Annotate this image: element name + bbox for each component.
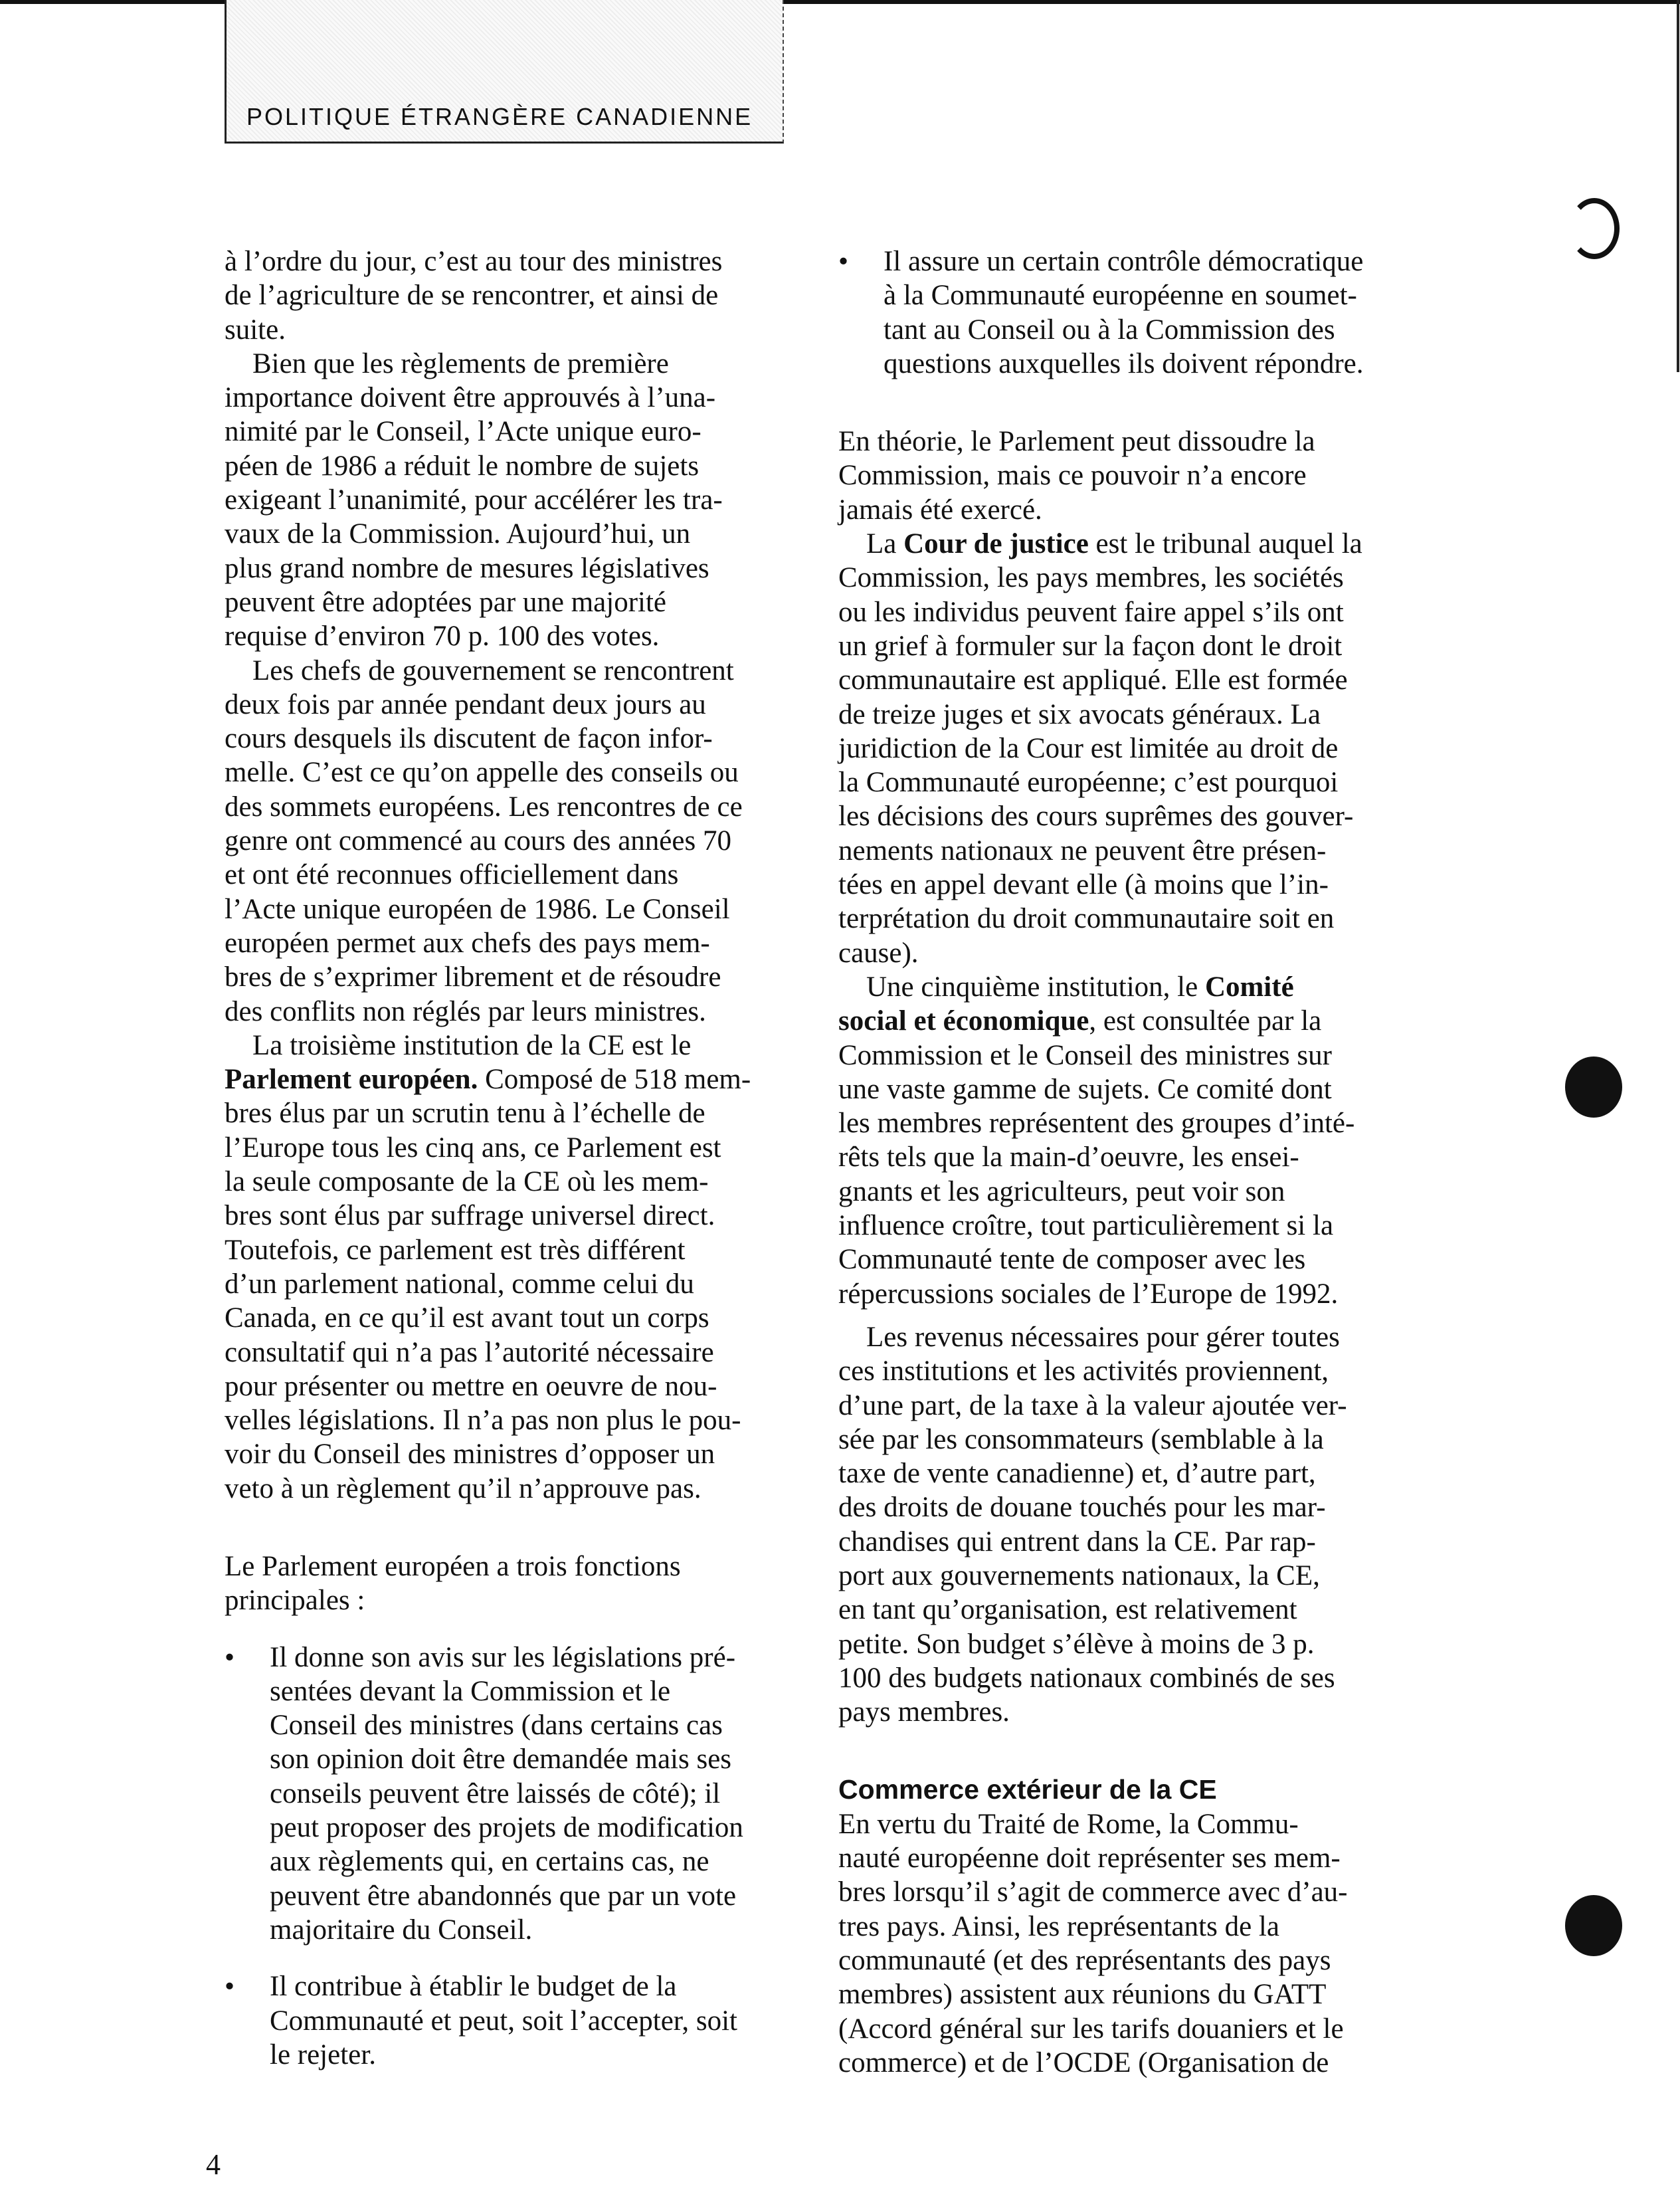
text-line: les décisions des cours suprêmes des gouver- [838,801,1354,833]
bullet-glyph: • [225,1641,235,1673]
text-line: Commission, mais ce pouvoir n’a encore [838,460,1307,492]
text-line: peuvent être adoptées par une majorité [225,586,667,618]
text-line: et ont été reconnues officiellement dans [225,859,679,891]
text-line: d’un parlement national, comme celui du [225,1268,694,1300]
text-line: Communauté tente de composer avec les [838,1244,1306,1276]
text-line: la Communauté européenne; c’est pourquoi [838,767,1339,799]
punch-hole [1565,1895,1622,1956]
bold-term-comite: Comité [1204,971,1294,1003]
text-line: nements nationaux ne peuvent être présen- [838,835,1327,866]
text-line: velles législations. Il n’a pas non plus le pou- [225,1405,741,1437]
text-line [838,1004,1410,1038]
text-line: exigeant l’unanimité, pour accélérer les tra- [225,484,723,516]
running-header-box [225,0,784,144]
text-line: le rejeter. [270,2039,376,2070]
text-line: un grief à formuler sur la façon dont le droit [838,630,1343,662]
punch-hole [1565,1056,1622,1118]
paragraph [838,1807,1410,2080]
text-line: des sommets européens. Les rencontres de ce [225,791,743,823]
running-header-title: POLITIQUE ÉTRANGÈRE CANADIENNE [246,103,753,130]
section-heading: Commerce extérieur de la CE [838,1774,1217,1805]
text-line: ces institutions et les activités proviennent, [838,1356,1329,1387]
text-line: des conflits non réglés par leurs ministres. [225,995,706,1027]
text-line: majoritaire du Conseil. [270,1914,533,1946]
text-line: péen de 1986 a réduit le nombre de sujets [225,450,700,482]
text-line: à la Communauté européenne en soumet- [884,280,1357,312]
text-line: En vertu du Traité de Rome, la Commu- [838,1808,1299,1840]
text-line: taxe de vente canadienne) et, d’autre part, [838,1458,1316,1490]
text-line: membres) assistent aux réunions du GATT [838,1979,1327,2011]
text-line: les membres représentent des groupes d’inté- [838,1108,1355,1140]
text-line: Canada, en ce qu’il est avant tout un corps [225,1302,709,1334]
text-line: sée par les consommateurs (semblable à la [838,1423,1324,1455]
text-line: la seule composante de la CE où les mem- [225,1166,709,1198]
text-line: influence croître, tout particulièrement si la [838,1210,1334,1242]
text-span: Composé de 518 mem- [478,1064,751,1096]
text-line: port aux gouvernements nationaux, la CE, [838,1559,1320,1591]
text-line: répercussions sociales de l’Europe de 1992. [838,1278,1339,1310]
text-line: genre ont commencé au cours des années 70 [225,825,731,857]
text-line: Le Parlement européen a trois fonctions [225,1550,681,1582]
text-line: bres élus par un scrutin tenu à l’échelle de [225,1098,705,1130]
text-line: Les revenus nécessaires pour gérer toutes [866,1321,1340,1353]
text-line: de l’agriculture de se rencontrer, et ainsi de [225,280,719,312]
text-line: jamais été exercé. [838,494,1042,526]
text-line: bres de s’exprimer librement et de résoudre [225,961,721,993]
text-line: Il assure un certain contrôle démocratique [884,246,1364,277]
bullet-glyph: • [838,246,849,277]
text-line: En théorie, le Parlement peut dissoudre la [838,426,1315,458]
bullet-item [225,1969,796,2072]
text-line: d’une part, de la taxe à la valeur ajoutée ver- [838,1389,1347,1421]
text-line: des droits de douane touchés pour les mar- [838,1492,1326,1524]
text-line: bres lorsqu’il s’agit de commerce avec d’au- [838,1876,1348,1908]
text-line: Communauté et peut, soit l’accepter, soit [270,2005,737,2037]
text-line: terprétation du droit communautaire soit en [838,903,1335,935]
text-line: peuvent être abandonnés que par un vote [270,1880,737,1912]
text-line: deux fois par année pendant deux jours au [225,688,706,720]
text-line: son opinion doit être demandée mais ses [270,1744,732,1775]
text-line: communautaire est appliqué. Elle est formée [838,664,1348,696]
text-line: l’Europe tous les cinq ans, ce Parlement est [225,1132,721,1163]
text-line: suite. [225,314,286,346]
text-line: Commission et le Conseil des ministres sur [838,1039,1332,1071]
text-line: conseils peuvent être laissés de côté); il [270,1777,721,1809]
text-line: 100 des budgets nationaux combinés de ses [838,1662,1335,1694]
text-line: cause). [838,937,919,969]
paragraph [225,654,796,1029]
text-span: est le tribunal auquel la [1088,528,1362,560]
text-span: , est consultée par la [1089,1005,1322,1037]
text-line: principales : [225,1585,365,1617]
bold-term-parlement: Parlement européen. [225,1064,478,1096]
paragraph [225,245,796,347]
text-line: l’Acte unique européen de 1986. Le Conseil [225,893,730,925]
text-line: veto à un règlement qu’il n’approuve pas. [225,1472,701,1504]
text-line: vaux de la Commission. Aujourd’hui, un [225,518,691,550]
text-line: cours desquels ils discutent de façon infor- [225,723,713,755]
text-line: aux règlements qui, en certains cas, ne [270,1846,709,1878]
text-line: Commission, les pays membres, les sociétés [838,562,1344,594]
text-span: La [866,528,904,560]
text-line: requise d’environ 70 p. 100 des votes. [225,621,660,653]
paragraph [225,1550,796,1618]
paragraph [838,425,1410,527]
text-line: peut proposer des projets de modification [270,1812,743,1844]
punch-hole-partial [1569,198,1620,259]
text-line: (Accord général sur les tarifs douaniers et le [838,2013,1344,2045]
text-line: Toutefois, ce parlement est très différent [225,1234,686,1266]
right-edge-rule [1677,0,1679,372]
right-column [838,245,1410,2080]
text-line: importance doivent être approuvés à l’una- [225,382,716,414]
text-line: tres pays. Ainsi, les représentants de la [838,1910,1279,1942]
text-line: en tant qu’organisation, est relativement [838,1594,1297,1626]
text-line: petite. Son budget s’élève à moins de 3 p. [838,1628,1315,1660]
text-line: nauté européenne doit représenter ses mem- [838,1843,1341,1874]
text-line: Il contribue à établir le budget de la [270,1971,677,2003]
text-line: une vaste gamme de sujets. Ce comité dont [838,1073,1332,1105]
text-line [225,1062,796,1096]
text-line: rêts tels que la main-d’oeuvre, les ensei- [838,1142,1299,1173]
text-line: plus grand nombre de mesures législatives [225,552,709,584]
text-line: Il donne son avis sur les législations pré- [270,1641,736,1673]
paragraph [225,1029,796,1506]
paragraph [838,527,1410,970]
text-line: ou les individus peuvent faire appel s’ils ont [838,596,1344,628]
text-line: tant au Conseil ou à la Commission des [884,314,1335,346]
text-line: communauté (et des représentants des pays [838,1944,1331,1976]
text-line: commerce) et de l’OCDE (Organisation de [838,2047,1329,2078]
text-line: pays membres. [838,1696,1010,1728]
text-line: Bien que les règlements de première [252,348,669,379]
text-span: Une cinquième institution, le [866,971,1205,1003]
bullet-glyph: • [225,1971,235,2003]
text-line: juridiction de la Cour est limitée au droit de [838,732,1339,764]
bold-term-cour: Cour de justice [903,528,1089,560]
text-line: La troisième institution de la CE est le [252,1029,692,1061]
text-line: gnants et les agriculteurs, peut voir son [838,1175,1285,1207]
bullet-item [838,245,1410,381]
bold-term-social: social et économique [838,1005,1089,1037]
text-line: tées en appel devant elle (à moins que l’in- [838,869,1329,901]
text-line: de treize juges et six avocats généraux. La [838,698,1321,730]
text-line: Conseil des ministres (dans certains cas [270,1710,723,1742]
text-line: consultatif qui n’a pas l’autorité nécessaire [225,1336,714,1368]
paragraph [225,347,796,654]
text-line: Les chefs de gouvernement se rencontrent [252,654,734,686]
text-line: nimité par le Conseil, l’Acte unique euro- [225,416,701,448]
text-line [838,970,1410,1004]
text-line: bres sont élus par suffrage universel direct. [225,1200,715,1232]
paragraph [838,1320,1410,1730]
page-number: 4 [206,2148,221,2181]
text-line: sentées devant la Commission et le [270,1675,671,1707]
text-line [838,527,1410,561]
text-line: melle. C’est ce qu’on appelle des conseils ou [225,757,739,789]
text-line: européen permet aux chefs des pays mem- [225,927,710,959]
left-column [225,245,796,2072]
paragraph [838,970,1410,1311]
text-line: chandises qui entrent dans la CE. Par rap- [838,1526,1316,1558]
text-line: questions auxquelles ils doivent répondre. [884,348,1364,379]
text-line: pour présenter ou mettre en oeuvre de nou- [225,1370,717,1402]
text-line: voir du Conseil des ministres d’opposer un [225,1439,715,1470]
bullet-item [225,1641,796,1948]
text-line: à l’ordre du jour, c’est au tour des ministres [225,246,723,277]
